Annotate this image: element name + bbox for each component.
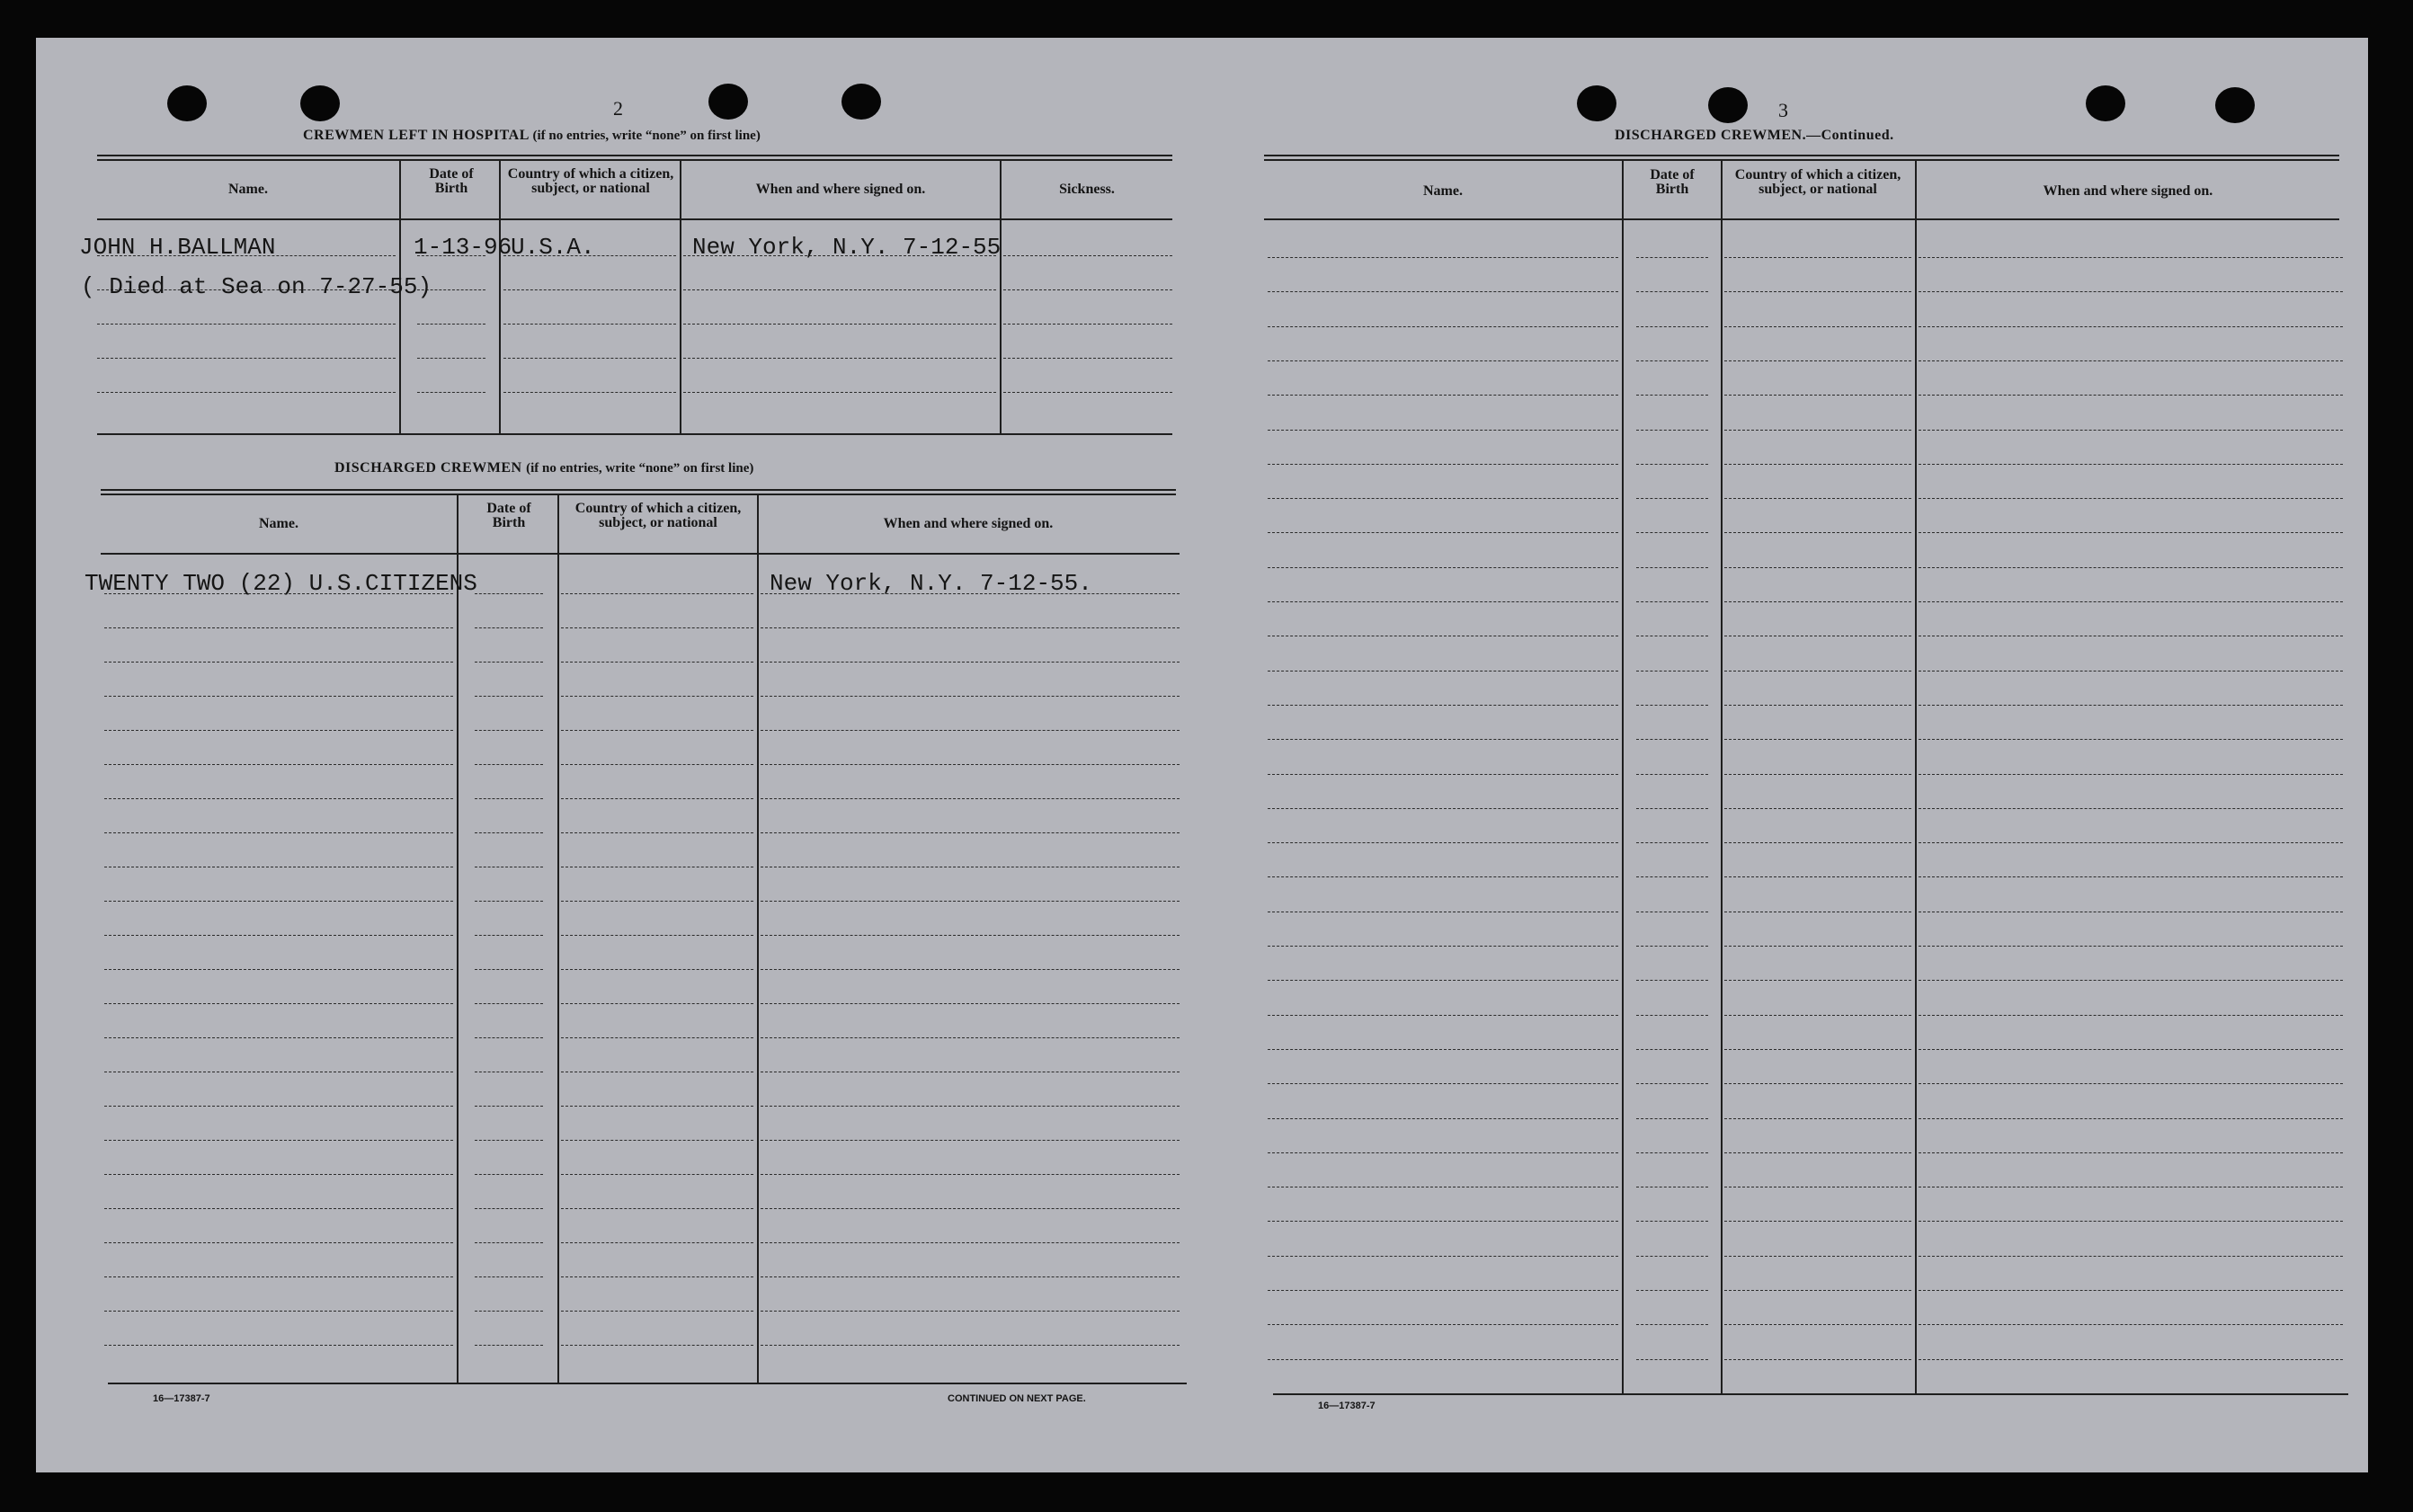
ruled-line [417,358,485,359]
column-header-name: Name. [259,516,298,531]
ruled-line [561,901,753,902]
ruled-line [1919,705,2343,706]
column-divider [1622,160,1624,1395]
ruled-line [1636,1359,1708,1360]
ruled-line [475,798,543,799]
column-divider [1915,160,1917,1395]
ruled-line [475,901,543,902]
ruled-line [104,969,453,970]
ruled-line [761,696,1180,697]
ruled-line [475,1003,543,1004]
ruled-line [503,392,676,393]
ruled-line [1724,739,1911,740]
ruled-line [1919,532,2343,533]
ruled-line [683,358,996,359]
column-header-name: Name. [1423,183,1463,199]
ruled-line [1636,532,1708,533]
ruled-line [1268,430,1618,431]
ruled-line [561,1174,753,1175]
column-header-name: Name. [228,182,268,197]
column-header-country: Country of which a citizen, subject, or national [507,166,674,196]
ruled-line [1636,430,1708,431]
ruled-line [475,935,543,936]
column-divider [457,494,459,1384]
ruled-line [1919,395,2343,396]
ruled-line [97,392,396,393]
ruled-line [1919,774,2343,775]
ruled-line [1724,430,1911,431]
ruled-line [1636,326,1708,327]
punch-hole-icon [300,85,340,121]
ruled-line [1268,1256,1618,1257]
ruled-line [1268,257,1618,258]
column-divider [557,494,559,1384]
ruled-line [1268,808,1618,809]
ruled-line [1919,808,2343,809]
ruled-line [1003,289,1172,290]
ruled-line [1003,358,1172,359]
ruled-line [561,764,753,765]
ruled-line [1919,430,2343,431]
ruled-line [475,1345,543,1346]
ruled-line [1724,1359,1911,1360]
ruled-line [1919,1152,2343,1153]
hospital-row-country: U.S.A. [511,234,595,261]
ruled-line [104,1208,453,1209]
hospital-row-name: JOHN H.BALLMAN [79,234,276,261]
ruled-line [561,1276,753,1277]
ruled-line [1919,1118,2343,1119]
ruled-line [561,832,753,833]
ruled-line [104,901,453,902]
ruled-line [1636,946,1708,947]
ruled-line [1919,498,2343,499]
ruled-line [104,1242,453,1243]
ruled-line [1919,946,2343,947]
ruled-line [761,798,1180,799]
ruled-line [683,324,996,325]
right-page-title: DISCHARGED CREWMEN.—Continued. [1615,128,1894,143]
form-sheet [36,38,2368,1472]
ruled-line [1268,1221,1618,1222]
ruled-line [1268,1290,1618,1291]
table-rule [1273,1393,2348,1395]
ruled-line [561,1037,753,1038]
ruled-line [1724,1015,1911,1016]
ruled-line [1724,532,1911,533]
ruled-line [761,1276,1180,1277]
discharged-row-signed: New York, N.Y. 7-12-55. [770,570,1092,597]
ruled-line [1268,1118,1618,1119]
ruled-line [1636,1324,1708,1325]
hospital-row-dob: 1-13-96 [414,234,512,261]
ruled-line [1919,980,2343,981]
column-header-signed: When and where signed on. [2043,183,2213,199]
ruled-line [104,1106,453,1107]
ruled-line [1636,257,1708,258]
ruled-line [1268,842,1618,843]
ruled-line [761,1140,1180,1141]
ruled-line [1003,255,1172,256]
table-rule [1264,159,2339,161]
ruled-line [1636,464,1708,465]
ruled-line [761,1174,1180,1175]
ruled-line [1724,1152,1911,1153]
ruled-line [104,730,453,731]
ruled-line [97,324,396,325]
ruled-line [1636,1049,1708,1050]
table-rule [101,489,1176,491]
ruled-line [1724,326,1911,327]
ruled-line [475,1140,543,1141]
ruled-line [1636,1015,1708,1016]
hospital-row-note: ( Died at Sea on 7-27-55) [81,273,432,300]
ruled-line [104,1276,453,1277]
ruled-line [1724,395,1911,396]
ruled-line [1636,774,1708,775]
ruled-line [475,764,543,765]
table-rule [97,433,1172,435]
continued-note: CONTINUED ON NEXT PAGE. [948,1393,1086,1404]
ruled-line [1636,567,1708,568]
column-divider [1000,160,1002,435]
punch-hole-icon [2215,87,2255,123]
ruled-line [1919,1221,2343,1222]
ruled-line [1724,498,1911,499]
form-number: 16—17387-7 [153,1393,210,1404]
ruled-line [761,1106,1180,1107]
ruled-line [1724,291,1911,292]
ruled-line [475,1174,543,1175]
ruled-line [104,1140,453,1141]
ruled-line [1268,464,1618,465]
hospital-section-title: CREWMEN LEFT IN HOSPITAL (if no entries, write “none” on first line) [303,128,761,143]
ruled-line [417,392,485,393]
ruled-line [475,969,543,970]
column-divider [1721,160,1723,1395]
ruled-line [561,1140,753,1141]
ruled-line [1724,1324,1911,1325]
ruled-line [761,730,1180,731]
ruled-line [1919,1015,2343,1016]
table-rule [97,218,1172,220]
ruled-line [1268,1359,1618,1360]
ruled-line [561,662,753,663]
ruled-line [475,832,543,833]
ruled-line [561,798,753,799]
ruled-line [561,730,753,731]
ruled-line [1268,1049,1618,1050]
ruled-line [1724,257,1911,258]
ruled-line [1919,291,2343,292]
ruled-line [761,1311,1180,1312]
ruled-line [104,662,453,663]
discharged-section-title: DISCHARGED CREWMEN (if no entries, write “none” on first line) [334,460,754,476]
column-header-sickness: Sickness. [1059,182,1115,197]
ruled-line [1268,705,1618,706]
ruled-line [761,627,1180,628]
ruled-line [1268,1324,1618,1325]
ruled-line [761,969,1180,970]
ruled-line [1268,1083,1618,1084]
ruled-line [104,1345,453,1346]
ruled-line [1919,1290,2343,1291]
column-header-country: Country of which a citizen, subject, or national [574,501,742,530]
ruled-line [1268,395,1618,396]
table-rule [97,155,1172,156]
ruled-line [1724,1221,1911,1222]
ruled-line [104,935,453,936]
ruled-line [1003,392,1172,393]
ruled-line [1724,946,1911,947]
ruled-line [1724,567,1911,568]
ruled-line [1919,326,2343,327]
column-header-signed: When and where signed on. [755,182,926,197]
ruled-line [1724,980,1911,981]
ruled-line [1919,739,2343,740]
ruled-line [683,392,996,393]
table-rule [1264,218,2339,220]
punch-hole-icon [2086,85,2125,121]
ruled-line [1724,360,1911,361]
hospital-row-signed: New York, N.Y. 7-12-55 [692,234,1002,261]
ruled-line [561,1003,753,1004]
ruled-line [761,1242,1180,1243]
column-header-signed: When and where signed on. [883,516,1054,531]
ruled-line [1268,980,1618,981]
ruled-line [1268,739,1618,740]
ruled-line [683,289,996,290]
ruled-line [1636,876,1708,877]
ruled-line [1636,705,1708,706]
ruled-line [1636,671,1708,672]
ruled-line [503,358,676,359]
ruled-line [104,1174,453,1175]
ruled-line [1724,464,1911,465]
ruled-line [475,1037,543,1038]
ruled-line [1636,1152,1708,1153]
ruled-line [561,1106,753,1107]
ruled-line [104,627,453,628]
ruled-line [1919,360,2343,361]
ruled-line [1636,360,1708,361]
ruled-line [761,832,1180,833]
ruled-line [1268,876,1618,877]
page-number: 3 [1778,99,1788,121]
punch-hole-icon [841,84,881,120]
ruled-line [761,1345,1180,1346]
column-divider [757,494,759,1384]
ruled-line [475,1242,543,1243]
ruled-line [1724,1290,1911,1291]
ruled-line [1636,1256,1708,1257]
ruled-line [1268,567,1618,568]
ruled-line [1636,395,1708,396]
ruled-line [475,662,543,663]
table-rule [101,494,1176,495]
ruled-line [1919,257,2343,258]
ruled-line [475,593,543,594]
ruled-line [503,324,676,325]
ruled-line [1636,980,1708,981]
ruled-line [1268,291,1618,292]
ruled-line [475,730,543,731]
ruled-line [1919,876,2343,877]
ruled-line [417,324,485,325]
ruled-line [475,696,543,697]
ruled-line [1919,601,2343,602]
ruled-line [761,764,1180,765]
page-number: 2 [613,97,623,120]
ruled-line [761,662,1180,663]
column-divider [499,160,501,435]
ruled-line [104,764,453,765]
punch-hole-icon [1577,85,1616,121]
ruled-line [1724,774,1911,775]
ruled-line [1919,567,2343,568]
ruled-line [104,1311,453,1312]
ruled-line [561,593,753,594]
ruled-line [561,935,753,936]
ruled-line [1724,1256,1911,1257]
ruled-line [1636,1221,1708,1222]
ruled-line [1268,774,1618,775]
ruled-line [1636,842,1708,843]
ruled-line [1724,876,1911,877]
ruled-line [1636,291,1708,292]
table-rule [101,553,1180,555]
ruled-line [561,1242,753,1243]
ruled-line [1636,1083,1708,1084]
ruled-line [475,627,543,628]
table-rule [97,159,1172,161]
ruled-line [561,1311,753,1312]
ruled-line [1724,705,1911,706]
ruled-line [1724,1083,1911,1084]
ruled-line [1919,464,2343,465]
ruled-line [104,1037,453,1038]
ruled-line [1268,498,1618,499]
ruled-line [761,935,1180,936]
ruled-line [1919,842,2343,843]
ruled-line [475,1276,543,1277]
ruled-line [97,358,396,359]
ruled-line [104,1003,453,1004]
ruled-line [104,798,453,799]
ruled-line [561,696,753,697]
ruled-line [1268,532,1618,533]
ruled-line [1636,808,1708,809]
ruled-line [503,289,676,290]
column-header-dob: Date of Birth [429,166,474,196]
ruled-line [104,832,453,833]
punch-hole-icon [1708,87,1748,123]
ruled-line [1636,498,1708,499]
ruled-line [1724,1118,1911,1119]
ruled-line [1268,360,1618,361]
table-rule [1264,155,2339,156]
ruled-line [1919,1324,2343,1325]
column-divider [680,160,681,435]
ruled-line [1268,1152,1618,1153]
ruled-line [1003,324,1172,325]
ruled-line [761,901,1180,902]
ruled-line [761,1003,1180,1004]
ruled-line [561,1345,753,1346]
ruled-line [475,1311,543,1312]
discharged-row-name: TWENTY TWO (22) U.S.CITIZENS [85,570,477,597]
ruled-line [1636,739,1708,740]
ruled-line [475,1208,543,1209]
ruled-line [1724,1049,1911,1050]
ruled-line [1724,671,1911,672]
ruled-line [1636,601,1708,602]
ruled-line [1919,1256,2343,1257]
ruled-line [1919,1049,2343,1050]
table-rule [108,1383,1187,1384]
ruled-line [761,1208,1180,1209]
ruled-line [1636,1118,1708,1119]
ruled-line [1636,1290,1708,1291]
form-number: 16—17387-7 [1318,1401,1376,1411]
ruled-line [104,696,453,697]
ruled-line [1268,1015,1618,1016]
ruled-line [1268,946,1618,947]
column-header-dob: Date of Birth [1650,167,1695,197]
ruled-line [1919,1359,2343,1360]
ruled-line [1919,1083,2343,1084]
ruled-line [761,1037,1180,1038]
ruled-line [1268,671,1618,672]
ruled-line [1724,842,1911,843]
ruled-line [1919,671,2343,672]
punch-hole-icon [167,85,207,121]
column-header-country: Country of which a citizen, subject, or national [1734,167,1901,197]
ruled-line [561,627,753,628]
punch-hole-icon [708,84,748,120]
column-header-dob: Date of Birth [486,501,531,530]
ruled-line [475,1106,543,1107]
ruled-line [1268,326,1618,327]
ruled-line [561,1208,753,1209]
ruled-line [1724,601,1911,602]
ruled-line [561,969,753,970]
ruled-line [1268,601,1618,602]
ruled-line [1724,808,1911,809]
